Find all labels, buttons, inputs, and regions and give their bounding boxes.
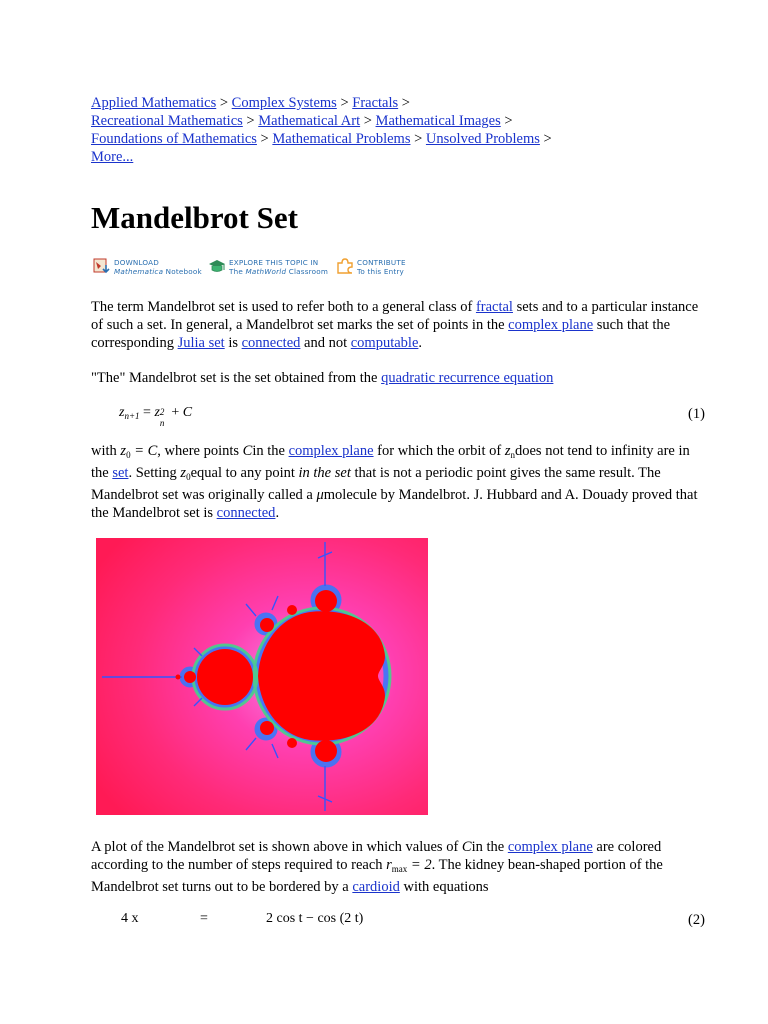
breadcrumb-separator: > [260,131,269,147]
text: . [418,335,423,351]
link-computable[interactable]: computable [350,335,419,351]
equation-2-lhs: 4 x [121,911,139,926]
text: that is not a periodic point gives the same result. The Mandelbrot set was originally called a [91,465,661,503]
text: such that the corresponding [91,317,671,351]
breadcrumb-link-mathematical-problems[interactable]: Mathematical Problems [272,131,411,147]
explore-sublabel-site: MathWorld [245,267,287,276]
breadcrumb-link-unsolved-problems[interactable]: Unsolved Problems [425,131,540,147]
text: . The kidney bean-shaped portion of the Mandelbrot set turns out to be bordered by a [91,857,663,895]
math-subscript: 0 [186,472,191,482]
breadcrumb-more-link[interactable]: More... [91,149,134,165]
contribute-sublabel: To this Entry [357,267,404,276]
download-notebook-button[interactable] [93,255,203,277]
text: is [224,335,242,351]
orbit-paragraph [91,442,711,522]
breadcrumb-separator: > [363,113,372,129]
breadcrumb-row-1 [91,94,711,112]
breadcrumb-row-4 [91,148,711,166]
download-sublabel [114,267,202,276]
math-expr: = 2 [407,857,432,873]
text: in the [471,839,508,855]
text: , where points [157,443,243,459]
emphasis-text: in the set [298,465,351,481]
text: and not [300,335,351,351]
text: "The" Mandelbrot set is the set obtained from the [91,370,382,386]
text: . [275,505,280,521]
explore-classroom-button[interactable] [208,255,328,277]
breadcrumb-link-recreational-mathematics[interactable]: Recreational Mathematics [91,113,243,129]
eq-superscript: 2 [159,407,165,417]
breadcrumb-row-3 [91,130,711,148]
link-complex-plane[interactable]: complex plane [507,839,593,855]
link-set[interactable]: set [112,465,129,481]
math-var: C [242,443,253,459]
definition-paragraph [91,369,711,387]
explore-sublabel [229,267,328,276]
eq-subscript: n [159,418,165,428]
math-var: z [504,443,511,459]
explore-sublabel-suffix: Classroom [286,267,329,276]
equation-number-2: (2) [688,912,705,928]
link-connected[interactable]: connected [241,335,301,351]
math-var: r [386,857,392,873]
plot-description-paragraph [91,838,711,896]
download-notebook-icon [93,257,111,275]
math-var: μ [316,487,324,503]
mandelbrot-plot-image [96,538,428,815]
link-connected[interactable]: connected [216,505,276,521]
equation-2-rhs: 2 cos t − cos (2 t) [266,911,364,926]
link-complex-plane[interactable]: complex plane [288,443,374,459]
link-complex-plane[interactable]: complex plane [508,317,594,333]
breadcrumb [91,94,711,166]
download-sublabel-type: Notebook [163,267,202,276]
breadcrumb-link-applied-mathematics[interactable]: Applied Mathematics [91,95,217,111]
text: are colored according to the number of steps required to reach [91,839,662,873]
math-var: z [180,465,187,481]
link-julia-set[interactable]: Julia set [177,335,225,351]
breadcrumb-link-complex-systems[interactable]: Complex Systems [231,95,337,111]
breadcrumb-link-mathematical-images[interactable]: Mathematical Images [375,113,501,129]
breadcrumb-separator: > [414,131,423,147]
breadcrumb-separator: > [401,95,410,111]
link-quadratic-recurrence-equation[interactable]: quadratic recurrence equation [381,370,554,386]
math-var: z [120,443,127,459]
math-expr: = C [130,443,158,459]
page-title: Mandelbrot Set [91,200,298,235]
equation-2-operator: = [200,911,208,926]
link-fractal[interactable]: fractal [475,299,513,315]
text: in the [252,443,289,459]
text: with equations [399,879,489,895]
download-sublabel-product: Mathematica [114,267,164,276]
breadcrumb-separator: > [246,113,255,129]
text: molecule by Mandelbrot. J. Hubbard and A. Douady proved that the Mandelbrot set is [91,487,698,521]
math-subscript: 0 [126,450,131,460]
text: equal to any point [190,465,299,481]
text: . Setting [128,465,181,481]
breadcrumb-link-fractals[interactable]: Fractals [352,95,399,111]
link-cardioid[interactable]: cardioid [352,879,400,895]
breadcrumb-link-foundations-of-mathematics[interactable]: Foundations of Mathematics [91,131,257,147]
explore-label: EXPLORE THIS TOPIC IN [229,258,319,267]
explore-sublabel-prefix: The [229,267,246,276]
breadcrumb-link-mathematical-art[interactable]: Mathematical Art [258,113,361,129]
text: for which the orbit of [373,443,505,459]
breadcrumb-separator: > [543,131,552,147]
contribute-entry-button[interactable] [336,255,416,277]
eq-operator: + [167,405,183,420]
breadcrumb-separator: > [219,95,229,111]
eq-subscript: n+1 [124,411,140,421]
equation-1 [119,405,193,428]
text: A plot of the Mandelbrot set is shown above in which values of [91,839,462,855]
equation-number-1: (1) [688,406,705,422]
math-subscript: n [510,450,515,460]
puzzle-piece-icon [336,257,354,275]
download-label: DOWNLOAD [114,258,160,267]
intro-paragraph [91,298,711,352]
eq-operator: = [139,405,155,420]
math-var: C [461,839,472,855]
contribute-label: CONTRIBUTE [357,258,406,267]
math-subscript: max [391,864,408,874]
text: sets and to a particular instance of such a set. In general, a Mandelbrot set marks the set of points in the [91,299,699,333]
breadcrumb-separator: > [504,113,513,129]
text: with [91,443,121,459]
breadcrumb-row-2 [91,112,711,130]
breadcrumb-separator: > [340,95,349,111]
graduation-cap-icon [208,257,226,275]
text: The term Mandelbrot set is used to refer both to a general class of [91,299,476,315]
eq-var: C [182,405,193,420]
text: does not tend to infinity are in the [91,443,690,481]
eq-var: z [154,405,160,420]
eq-var: z [119,405,125,420]
